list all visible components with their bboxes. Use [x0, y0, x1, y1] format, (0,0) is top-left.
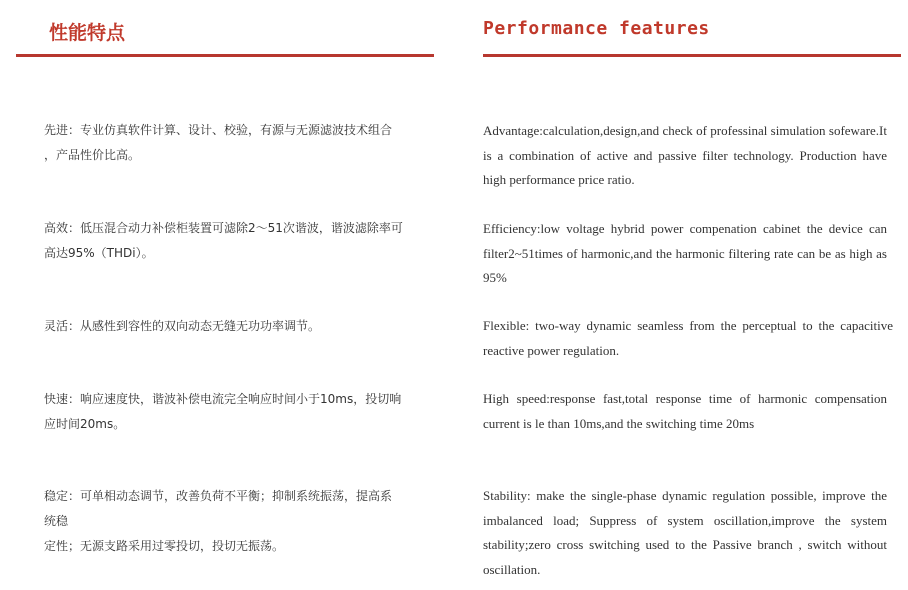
- feature-stability-cn: [44, 484, 444, 559]
- feature-advantage-cn: [44, 118, 444, 168]
- section-heading-english: Performance features: [483, 18, 710, 39]
- feature-line: ，产品性价比高。: [44, 148, 141, 162]
- feature-line: 统稳: [44, 514, 69, 528]
- heading-underline-left: [16, 54, 434, 57]
- feature-speed-cn: [44, 387, 444, 437]
- feature-line: 稳定：可单相动态调节，改善负荷不平衡；抑制系统振荡，提高系: [44, 489, 393, 503]
- feature-line: 高效：低压混合动力补偿柜装置可滤除2～51次谐波，谐波滤除率可: [44, 221, 403, 235]
- feature-stability-en: Stability: make the single-phase dynamic regulation possible, improve the imbalanced load; Suppress of system oscillation,improve the system stability;zero cross switching used to the Passive branch , switch without oscillation.: [483, 488, 887, 577]
- section-heading-chinese: 性能特点: [49, 22, 126, 44]
- feature-efficiency-cn: [44, 216, 444, 266]
- heading-underline-right: [483, 54, 901, 57]
- feature-efficiency-en: Efficiency:low voltage hybrid power compenation cabinet the device can filter2~51times of harmonic,and the harmonic filtering rate can be as high as 95%: [483, 221, 887, 285]
- feature-line: 先进：专业仿真软件计算、设计、校验，有源与无源滤波技术组合: [44, 123, 393, 137]
- feature-line: 灵活：从感性到容性的双向动态无缝无功功率调节。: [44, 319, 321, 333]
- feature-flexible-cn: [44, 314, 444, 339]
- feature-advantage-en: Advantage:calculation,design,and check of professinal simulation sofeware.It is a combination of active and passive filter technology. Production have high performance price ratio.: [483, 123, 887, 187]
- feature-line: 快速：响应速度快，谐波补偿电流完全响应时间小于10ms，投切响: [44, 392, 402, 406]
- feature-speed-en: High speed:response fast,total response time of harmonic compensation current is le than 10ms,and the switching time 20ms: [483, 391, 887, 431]
- feature-line: 应时间20ms。: [44, 417, 126, 431]
- feature-line: 高达95%（THDi）。: [44, 246, 154, 260]
- feature-flexible-en: Flexible: two-way dynamic seamless from the perceptual to the capacitive reactive power regulation.: [483, 318, 893, 358]
- feature-line: 定性；无源支路采用过零投切，投切无振荡。: [44, 539, 285, 553]
